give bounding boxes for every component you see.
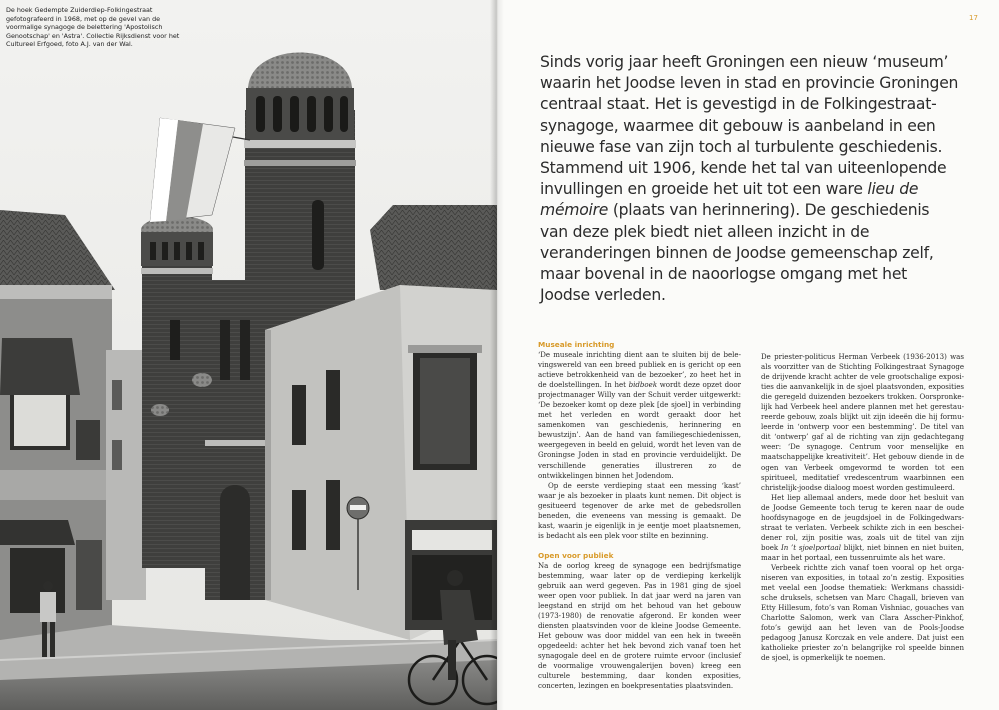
left-page xyxy=(0,0,497,710)
section-heading-open-voor-publiek: Open voor publiek xyxy=(538,550,614,560)
body-paragraph: Na de oorlog kreeg de synagoge een bedrijfsmatige bestemming, waar later op de verdieping kerkelijk gebruik aan werd gegeven. Pas in 1981 ging de sjoel weer open voor publiek. In dat jaar werd na jaren van leegstand en strijd om het behoud van het gebouw (1973-1980) de renovatie afgerond. Er konden weer diensten plaatsvinden voor de kleine Joodse Gemeente. Het gebouw was door middel van een hek in tweeën opgedeeld: achter het hek bevond zich vanaf toen het synagogale deel en de grotere ruimte ervoor (inclusief de voormalige vrouwengalerijen boven) kreeg een culturele bestemming, daar konden exposities, concerten, lezingen en boekpresentaties plaatsvinden. xyxy=(538,560,741,691)
right-page xyxy=(497,0,999,710)
text-column-right xyxy=(761,352,964,663)
body-paragraph xyxy=(761,493,964,563)
intro-paragraph xyxy=(540,52,960,306)
body-text: ‘De museale inrichting dient aan te sluiten bij de belevingswereld van een breed publiek en is gericht op een actieve betrokkenheid van de bezoeker’, zo heet het in de doelstellingen. In het xyxy=(538,350,741,390)
body-italic: bidboek xyxy=(628,380,658,390)
body-text: blijkt, niet binnen en niet buiten, maar in het portaal, een tussenruimte als het ware. xyxy=(761,542,965,562)
intro-text-1: Sinds vorig jaar heeft Groningen een nieuw ‘museum’ waarin het Joodse leven in stad en provincie Groningen centraal staat. Het is gevestigd in de Folkingestraat-synagoge, waarmee dit gebouw is aanbeland in een nieuwe fase van zijn toch al turbulente geschiedenis. Stammend uit 1906, kende het tal van uiteenlopende invullingen en groeide het uit tot een ware xyxy=(540,53,959,199)
photo-caption: De hoek Gedempte Zuiderdiep-Folkingestraat gefotografeerd in 1968, met op de gevel van de voormalige synagoge de belettering 'Apostolisch Genootschap' en 'Astra'. Collectie Rijksdienst voor het Cultureel Erfgoed, foto A.J. van der Wal. xyxy=(6,6,180,49)
body-paragraph xyxy=(538,350,741,481)
body-paragraph: De priester-politicus Herman Verbeek (1936-2013) was als voorzitter van de Stichting Folkingestraat Synagoge de drijvende kracht achter de vele grootschalige exposities die aanvankelijk in de sjoel plaatsvonden, exposities die geregeld duizenden bezoekers trokken. Oorspronkelijk had Verbeek heel andere plannen met het gerestaureerde gebouw, zoals blijkt uit zijn ideeën die hij formuleerde in ‘ontwerp voor een bestemming’. De titel van dit ‘ontwerp’ gaf al de richting van zijn gedachtegang weer: ‘De synagoge. Centrum voor menselijke en maatschappelijke kreativiteit’. Het gebouw diende in de ogen van Verbeek omgevormd te worden tot een spiritueel, meditatief vredescentrum waarbinnen een christelijk-joodse dialoog moest worden gestimuleerd. xyxy=(761,352,964,492)
street-photograph xyxy=(0,0,497,710)
body-paragraph: Verbeek richtte zich vanaf toen vooral op het organiseren van exposities, in totaal zo’n zestig. Exposities met veelal een Joodse thematiek: Werkmans chassidische druksels, schetsen van Marc Chagall, brieven van Etty Hillesum, foto’s van Roman Vishniac, gouaches van Charlotte Salomon, werk van Clara Asscher-Pinkhof, foto’s gewijd aan het leven van de Pools-Joodse pedagoog Janusz Korczak en vele andere. Dat juist een katholieke priester zo’n belangrijke rol speelde binnen de sjoel, is opmerkelijk te noemen. xyxy=(761,562,964,663)
body-text: wordt deze opzet door projectmanager Willy van der Schuit verder uitgewerkt: ‘De bezoeker komt op deze plek [de sjoel] in verbinding met het verleden en wordt geraakt door het samenkomen van geschiedenis, herinnering en bewustzijn’. Aan de hand van familiegeschiedenissen, weergegeven in beeld en geluid, wordt het leven van de Groningse Joden in stad en provincie verduidelijkt. De verschillende generaties illustreren zo de ontwikkelingen binnen het Jodendom. xyxy=(538,380,742,480)
intro-italic-term: lieu de mémoire xyxy=(540,180,919,220)
section-heading-museale-inrichting: Museale inrichting xyxy=(538,340,615,349)
page-number: 17 xyxy=(969,14,978,22)
body-paragraph: Op de eerste verdieping staat een messing ‘kast’ waar je als bezoeker in plaats kunt nemen. Dit object is gesitueerd tegenover de arke met de gebedsrollen beneden, die eveneens van messing is gemaakt. De kast, waarin je eigenlijk in je eentje moet plaatsnemen, is bedacht als een plek voor stilte en bezinning. xyxy=(538,480,741,540)
intro-text-2: (plaats van herinnering). De geschiedenis van deze plek biedt niet alleen inzicht in de veranderingen binnen de Joodse gemeenschap zelf, maar bovenal in de naoorlogse omgang met het Joodse verleden. xyxy=(540,201,934,305)
body-text: Het liep allemaal anders, mede door het besluit van de Joodse Gemeente toch terug te keren naar de oude hoofdsynagoge en de jeugdsjoel in de Folkingedwarsstraat te verlaten. Verbeek schikte zich in een bescheidener rol, zijn positie was, zoals uit de titel van zijn boek xyxy=(761,492,964,552)
text-column-left xyxy=(538,340,741,692)
body-italic: In ’t sjoelportaal xyxy=(780,542,841,552)
